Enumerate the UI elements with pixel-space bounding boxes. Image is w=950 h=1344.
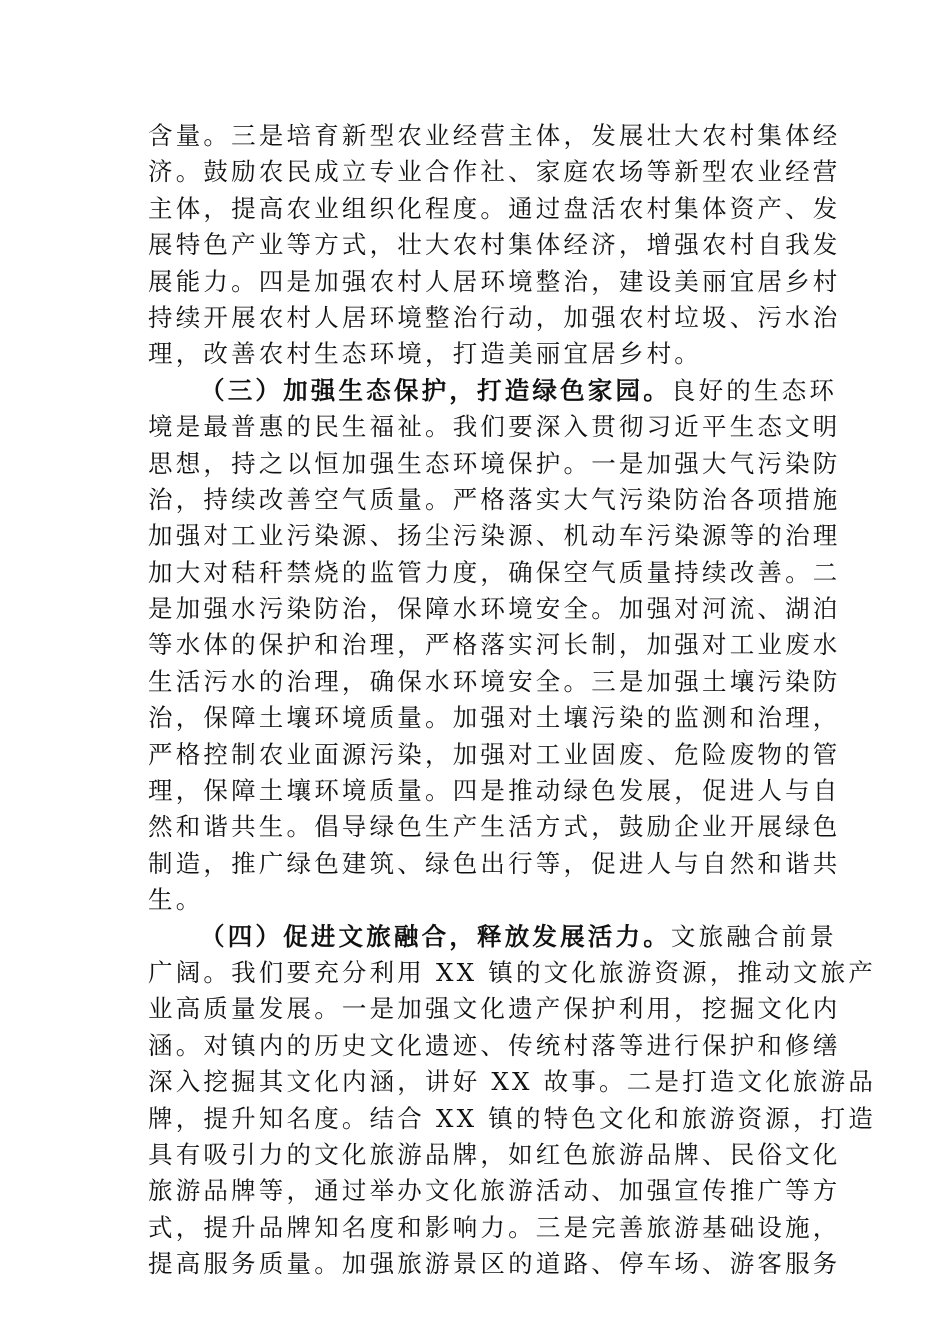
paragraph-line: 持续开展农村人居环境整治行动，加强农村垃圾、污水治	[148, 302, 841, 332]
paragraph-line: 生。	[148, 885, 204, 915]
section-4-first-line-text: 文旅融合前景	[670, 921, 838, 951]
section-4-heading: （四）促进文旅融合，释放发展活力。	[200, 921, 671, 951]
section-3-first-line	[148, 373, 838, 409]
paragraph-line: 境是最普惠的民生福祉。我们要深入贯彻习近平生态文明	[148, 412, 841, 442]
paragraph-line: 济。鼓励农民成立专业合作社、家庭农场等新型农业经营	[148, 157, 841, 187]
paragraph-line: 展能力。四是加强农村人居环境整治，建设美丽宜居乡村	[148, 266, 841, 296]
paragraph-line: 加大对秸秆禁烧的监管力度，确保空气质量持续改善。二	[148, 557, 841, 587]
paragraph-line: 含量。三是培育新型农业经营主体，发展壮大农村集体经	[148, 121, 841, 150]
paragraph-line: 严格控制农业面源污染，加强对工业固废、危险废物的管	[148, 739, 841, 769]
paragraph-line: 主体，提高农业组织化程度。通过盘活农村集体资产、发	[148, 193, 841, 223]
paragraph-line: 理，改善农村生态环境，打造美丽宜居乡村。	[148, 339, 702, 369]
document-body	[148, 118, 877, 1283]
paragraph-line: 制造，推广绿色建筑、绿色出行等，促进人与自然和谐共	[148, 848, 841, 878]
paragraph-line: 等水体的保护和治理，严格落实河长制，加强对工业废水	[148, 630, 841, 660]
section-3-first-line-text: 良好的生态环	[670, 375, 838, 405]
section-3-heading: （三）加强生态保护，打造绿色家园。	[200, 375, 671, 405]
paragraph-line: 治，持续改善空气质量。严格落实大气污染防治各项措施	[148, 484, 841, 514]
paragraph-line: 牌，提升知名度。结合 XX 镇的特色文化和旅游资源，打造	[148, 1103, 877, 1133]
section-4-first-line	[148, 919, 838, 955]
paragraph-line: 展特色产业等方式，壮大农村集体经济，增强农村自我发	[148, 230, 841, 260]
paragraph-line: 是加强水污染防治，保障水环境安全。加强对河流、湖泊	[148, 594, 841, 624]
paragraph-line: 深入挖掘其文化内涵，讲好 XX 故事。二是打造文化旅游品	[148, 1067, 877, 1097]
paragraph-line: 旅游品牌等，通过举办文化旅游活动、加强宣传推广等方	[148, 1176, 841, 1206]
paragraph-line: 思想，持之以恒加强生态环境保护。一是加强大气污染防	[148, 448, 841, 478]
paragraph-line: 治，保障土壤环境质量。加强对土壤污染的监测和治理，	[148, 703, 841, 733]
paragraph-line: 生活污水的治理，确保水环境安全。三是加强土壤污染防	[148, 666, 841, 696]
paragraph-line: 具有吸引力的文化旅游品牌，如红色旅游品牌、民俗文化	[148, 1139, 841, 1169]
paragraph-line: 提高服务质量。加强旅游景区的道路、停车场、游客服务	[148, 1249, 841, 1279]
paragraph-line: 式，提升品牌知名度和影响力。三是完善旅游基础设施，	[148, 1212, 841, 1242]
paragraph-line: 涵。对镇内的历史文化遗迹、传统村落等进行保护和修缮	[148, 1030, 841, 1060]
paragraph-line: 广阔。我们要充分利用 XX 镇的文化旅游资源，推动文旅产	[148, 957, 877, 987]
paragraph-line: 然和谐共生。倡导绿色生产生活方式，鼓励企业开展绿色	[148, 812, 841, 842]
paragraph-line: 加强对工业污染源、扬尘污染源、机动车污染源等的治理	[148, 521, 841, 551]
paragraph-line: 业高质量发展。一是加强文化遗产保护利用，挖掘文化内	[148, 994, 841, 1024]
paragraph-line: 理，保障土壤环境质量。四是推动绿色发展，促进人与自	[148, 776, 841, 806]
